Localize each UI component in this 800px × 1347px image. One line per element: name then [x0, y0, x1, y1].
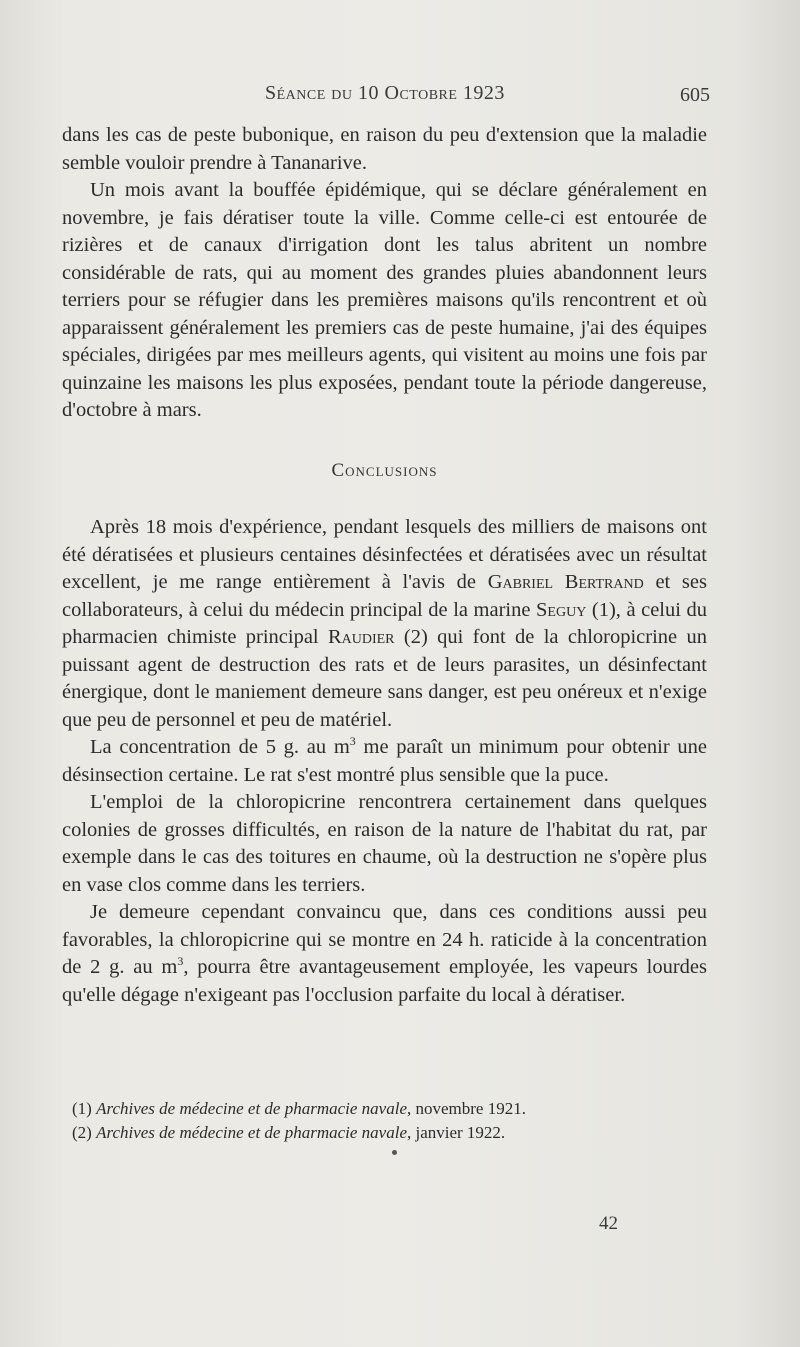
- body-text: [62, 122, 707, 1009]
- text-run: (1), à celui du pharmacien chimiste principal: [62, 598, 707, 648]
- text-run: La concentration de 5 g. au m: [90, 736, 350, 758]
- section-heading: Conclusions: [331, 459, 438, 481]
- running-head: [0, 78, 800, 108]
- footnote-date: , janvier 1922.: [406, 1123, 506, 1142]
- text-run: (2) qui font de la chloropicrine un puissant agent de destruction des rats et de leurs parasites, un désinfectant énergique, dont le maniement demeure sans danger, est peu onéreux et n'exige que peu de personnel et peu de matériel.: [62, 626, 707, 731]
- text-run: Je demeure cependant convaincu que, dans ces conditions aussi peu favorables, la chloropicrine qui se montre en 24 h. raticide à la concentration de 2 g. au m: [62, 901, 707, 978]
- paragraph: Un mois avant la bouffée épidémique, qui se déclare généralement en novembre, je fais dératiser toute la ville. Comme celle-ci est entourée de rizières et de canaux d'irrigation dont les talus abritent un nombre considérable de rats, qui au moment des grandes pluies abandonnent leurs terriers pour se réfugier dans les premières maisons qu'ils rencontrent et où apparaissent généralement les premiers cas de peste humaine, j'ai des équipes spéciales, dirigées par mes meilleurs agents, qui visitent au moins une fois par quinzaine les maisons les plus exposées, pendant toute la période dangereuse, d'octobre à mars.: [62, 179, 707, 421]
- text-run: Après 18 mois d'expérience, pendant lesquels des milliers de maisons ont été dératisées et plusieurs centaines désinfectées et dératisées avec un résultat excellent, je me range entièrement à l'avis de: [62, 516, 707, 593]
- paragraph: dans les cas de peste bubonique, en raison du peu d'extension que la maladie semble vouloir prendre à Tananarive.: [62, 124, 707, 174]
- footnote-title: Archives de médecine et de pharmacie navale: [96, 1123, 407, 1142]
- footnote-title: Archives de médecine et de pharmacie navale: [96, 1099, 407, 1118]
- footnotes: [72, 1097, 712, 1145]
- superscript: 3: [349, 734, 356, 749]
- superscript: 3: [177, 954, 184, 969]
- text-run: et ses collaborateurs, à celui du médecin principal de la marine: [62, 571, 707, 621]
- paragraph: [62, 899, 707, 1009]
- paragraph: [62, 734, 707, 789]
- author-name: Raudier: [327, 626, 395, 648]
- ink-speck: [392, 1150, 397, 1155]
- signature-mark: 42: [599, 1213, 618, 1234]
- paragraph: [62, 514, 707, 734]
- footnote-number: (1): [72, 1099, 92, 1118]
- page-number: 605: [680, 84, 710, 106]
- paragraph: L'emploi de la chloropicrine rencontrera certainement dans quelques colonies de grosses difficultés, en raison de la nature de l'habitat du rat, par exemple dans le cas des toitures en chaume, où la destruction ne s'opère plus en vase clos comme dans les terriers.: [62, 791, 707, 896]
- running-title: Séance du 10 Octobre 1923: [265, 82, 505, 104]
- text-run: me paraît un minimum pour obtenir une désinsection certaine. Le rat s'est montré plus sensible que la puce.: [62, 736, 708, 786]
- footnote: [72, 1121, 712, 1145]
- footnote: [72, 1097, 712, 1121]
- footnote-date: , novembre 1921.: [406, 1099, 526, 1118]
- author-name: Seguy: [536, 598, 587, 621]
- footnote-number: (2): [72, 1123, 92, 1142]
- text-run: , pourra être avantageusement employée, les vapeurs lourdes qu'elle dégage n'exigeant pas l'occlusion parfaite du local à dératiser.: [62, 956, 707, 1006]
- author-name: Gabriel Bertrand: [487, 571, 644, 593]
